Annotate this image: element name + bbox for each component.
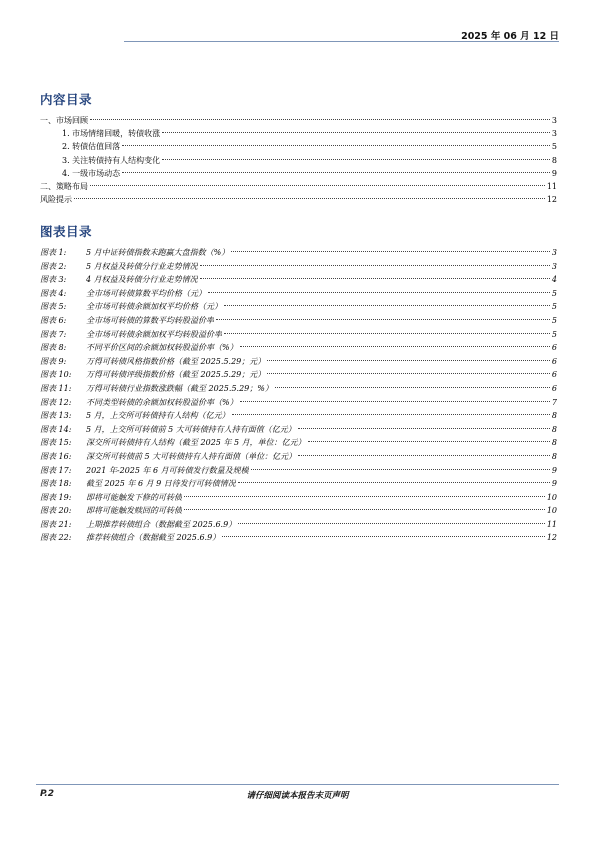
- figure-entry-label: [40, 477, 236, 491]
- figure-entry-label: [40, 396, 238, 410]
- figure-entry[interactable]: [40, 409, 557, 423]
- figure-entry-label: [40, 368, 265, 382]
- figure-entry-label: [40, 464, 249, 478]
- figure-entry-page: 5: [551, 315, 557, 325]
- figure-entry-page: 5: [551, 302, 557, 312]
- figure-entry[interactable]: [40, 368, 557, 382]
- figure-entry[interactable]: [40, 477, 557, 491]
- figure-entry-label: [40, 300, 222, 314]
- figure-number: 图表 12:: [40, 397, 72, 407]
- figure-title: 全市场可转债余额加权平均价格（元）: [86, 302, 222, 312]
- figure-title: 不同类型转债的余额加权转股溢价率（%）: [86, 397, 238, 407]
- figure-title: 即将可能触发赎回的可转债: [86, 506, 182, 516]
- figure-number: 图表 7:: [40, 329, 67, 339]
- figure-entry-label: [40, 246, 229, 260]
- figure-title: 即将可能触发下修的可转债: [86, 492, 182, 502]
- dot-leader: [240, 346, 550, 347]
- figure-number: 图表 4:: [40, 288, 67, 298]
- figure-title: 推荐转债组合（数据截至 2025.6.9）: [86, 533, 221, 543]
- figure-title: 5 月，上交所可转债前 5 大可转债持有人持有面值（亿元）: [86, 424, 296, 434]
- toc-entry-label: 1. 市场情绪回暖，转债收涨: [62, 129, 161, 139]
- figure-title: 深交所可转债前 5 大可转债持有人持有面值（单位：亿元）: [86, 451, 297, 461]
- figure-entry[interactable]: [40, 328, 557, 342]
- dot-leader: [267, 373, 550, 374]
- figure-entry-page: 11: [546, 519, 557, 529]
- figure-entry-page: 10: [546, 506, 557, 516]
- dot-leader: [267, 360, 550, 361]
- figure-entry-label: [40, 273, 198, 287]
- figure-entry[interactable]: [40, 464, 557, 478]
- figure-entry-label: [40, 409, 230, 423]
- figure-entry[interactable]: [40, 436, 557, 450]
- dot-leader: [224, 305, 550, 306]
- figure-number: 图表 11:: [40, 383, 72, 393]
- toc-title: 内容目录: [40, 92, 93, 107]
- toc-entry[interactable]: [40, 180, 557, 193]
- toc-entry-page: 8: [551, 155, 557, 165]
- figure-title: 5 月权益及转债分行业走势情况: [86, 261, 198, 271]
- figure-entry-label: [40, 341, 238, 355]
- toc-entry-page: 12: [546, 195, 557, 205]
- figure-entry[interactable]: [40, 450, 557, 464]
- figure-title: 4 月权益及转债分行业走势情况: [86, 275, 198, 285]
- dot-leader: [162, 132, 550, 133]
- dot-leader: [240, 401, 550, 402]
- figure-entry[interactable]: [40, 491, 557, 505]
- toc-entry[interactable]: [40, 114, 557, 127]
- figure-entry-label: [40, 423, 296, 437]
- figure-entry-page: 6: [551, 343, 557, 353]
- figure-entry-page: 4: [551, 275, 557, 285]
- figure-entry-page: 3: [551, 248, 557, 257]
- figure-entry-label: [40, 382, 273, 396]
- figure-entry-label: [40, 450, 296, 464]
- toc-entry-page: 3: [551, 116, 557, 125]
- figure-entry-page: 9: [551, 465, 557, 475]
- figure-entry-page: 6: [551, 383, 557, 393]
- page-number: P.2: [40, 789, 54, 799]
- figure-number: 图表 22:: [40, 533, 72, 543]
- figure-entry-page: 5: [551, 288, 557, 298]
- figure-number: 图表 1:: [40, 248, 67, 257]
- toc-entry[interactable]: [40, 140, 557, 153]
- dot-leader: [231, 251, 550, 252]
- figure-number: 图表 17:: [40, 465, 72, 475]
- figure-number: 图表 10:: [40, 370, 72, 380]
- figure-number: 图表 8:: [40, 343, 67, 353]
- figure-entry-page: 8: [551, 411, 557, 421]
- figure-title: 2021 年-2025 年 6 月可转债发行数量及规模: [86, 465, 249, 475]
- figure-number: 图表 21:: [40, 519, 72, 529]
- figure-entry[interactable]: [40, 287, 557, 301]
- toc-entry[interactable]: [40, 193, 557, 206]
- toc-entry[interactable]: [40, 154, 557, 167]
- dot-leader: [222, 536, 545, 537]
- figure-entry[interactable]: [40, 246, 557, 260]
- figure-entry-page: 7: [551, 397, 557, 407]
- figure-entry-label: [40, 491, 182, 505]
- figure-title: 万得可转债风格指数价格（截至 2025.5.29；元）: [86, 356, 266, 366]
- figure-number: 图表 15:: [40, 438, 72, 448]
- figure-number: 图表 14:: [40, 424, 72, 434]
- figure-number: 图表 3:: [40, 275, 67, 285]
- figure-title: 不同平价区间的余额加权转股溢价率（%）: [86, 343, 238, 353]
- toc-entry-label: 二、策略布局: [40, 181, 88, 191]
- toc-entry-label: 风险提示: [40, 195, 72, 205]
- figure-entry-page: 8: [551, 424, 557, 434]
- toc-entry[interactable]: [40, 167, 557, 180]
- figure-entry-label: [40, 314, 214, 328]
- figure-number: 图表 13:: [40, 411, 72, 421]
- toc-entry-page: 3: [551, 129, 557, 139]
- toc-list: [40, 114, 557, 206]
- dot-leader: [275, 387, 550, 388]
- figure-entry[interactable]: [40, 260, 557, 274]
- figure-title: 万得可转债评级指数价格（截至 2025.5.29；元）: [86, 370, 266, 380]
- figure-number: 图表 9:: [40, 356, 67, 366]
- dot-leader: [122, 172, 550, 173]
- figure-entry-page: 6: [551, 370, 557, 380]
- figure-entry-label: [40, 355, 265, 369]
- figure-entry-page: 12: [546, 533, 557, 543]
- toc-entry-page: 11: [546, 181, 557, 191]
- dot-leader: [74, 198, 545, 199]
- figure-title: 全市场可转债余额加权平均转股溢价率: [86, 329, 222, 339]
- toc-entry-page: 5: [551, 142, 557, 152]
- figure-entry[interactable]: [40, 341, 557, 355]
- dot-leader: [200, 278, 550, 279]
- figure-number: 图表 20:: [40, 506, 72, 516]
- figure-entry[interactable]: [40, 518, 557, 532]
- figure-entry-label: [40, 287, 206, 301]
- figure-title: 全市场可转债的算数平均转股溢价率: [86, 315, 214, 325]
- figure-entry[interactable]: [40, 314, 557, 328]
- dot-leader: [90, 119, 550, 120]
- figure-entry-label: [40, 328, 222, 342]
- figure-title: 5 月中证转债指数未跑赢大盘指数（%）: [86, 248, 230, 257]
- figure-entry[interactable]: [40, 423, 557, 437]
- dot-leader: [200, 265, 550, 266]
- figure-entry-label: [40, 436, 306, 450]
- dot-leader: [184, 509, 545, 510]
- dot-leader: [232, 414, 550, 415]
- figure-entry-page: 6: [551, 356, 557, 366]
- figure-number: 图表 18:: [40, 479, 72, 489]
- figure-entry-label: [40, 260, 198, 274]
- figure-title: 截至 2025 年 6 月 9 日待发行可转债情况: [86, 479, 236, 489]
- dot-leader: [216, 319, 550, 320]
- figure-number: 图表 16:: [40, 451, 72, 461]
- figure-entry-page: 8: [551, 438, 557, 448]
- figure-title: 5 月，上交所可转债持有人结构（亿元）: [86, 411, 230, 421]
- figures-title: 图表目录: [40, 224, 93, 239]
- figure-list: [40, 246, 557, 545]
- figure-title: 万得可转债行业指数涨跌幅（截至 2025.5.29；%）: [86, 383, 273, 393]
- figure-entry-page: 10: [546, 492, 557, 502]
- figure-entry[interactable]: [40, 382, 557, 396]
- figure-entry[interactable]: [40, 396, 557, 410]
- dot-leader: [224, 333, 550, 334]
- figure-entry-page: 8: [551, 451, 557, 461]
- figure-entry[interactable]: [40, 504, 557, 518]
- toc-entry-label: 3. 关注转债持有人结构变化: [62, 155, 161, 165]
- dot-leader: [208, 292, 550, 293]
- toc-entry-label: 一、市场回顾: [40, 116, 88, 125]
- dot-leader: [184, 496, 545, 497]
- figure-number: 图表 5:: [40, 302, 67, 312]
- figure-entry-page: 5: [551, 329, 557, 339]
- figure-entry-label: [40, 531, 220, 545]
- figure-title: 深交所可转债持有人结构（截至 2025 年 5 月，单位：亿元）: [86, 438, 306, 448]
- header-divider: [124, 41, 559, 42]
- dot-leader: [122, 145, 550, 146]
- figure-number: 图表 19:: [40, 492, 72, 502]
- figure-entry-label: [40, 504, 182, 518]
- toc-entry-label: 2. 转债估值回落: [62, 142, 121, 152]
- figure-title: 上期推荐转债组合（数据截至 2025.6.9）: [86, 519, 237, 529]
- dot-leader: [238, 523, 545, 524]
- figure-entry-label: [40, 518, 236, 532]
- dot-leader: [238, 482, 550, 483]
- dot-leader: [298, 455, 550, 456]
- toc-entry[interactable]: [40, 127, 557, 140]
- figure-entry[interactable]: [40, 300, 557, 314]
- figure-entry-page: 9: [551, 479, 557, 489]
- report-date: 2025 年 06 月 12 日: [461, 31, 559, 42]
- toc-entry-label: 4. 一级市场动态: [62, 168, 121, 178]
- toc-entry-page: 9: [551, 168, 557, 178]
- figure-number: 图表 6:: [40, 315, 67, 325]
- dot-leader: [90, 185, 545, 186]
- figure-title: 全市场可转债算数平均价格（元）: [86, 288, 206, 298]
- figure-entry[interactable]: [40, 355, 557, 369]
- dot-leader: [251, 469, 550, 470]
- figure-number: 图表 2:: [40, 261, 67, 271]
- figure-entry[interactable]: [40, 273, 557, 287]
- dot-leader: [298, 428, 550, 429]
- footer-divider: [36, 784, 559, 785]
- figure-entry[interactable]: [40, 531, 557, 545]
- disclaimer-note: 请仔细阅读本报告末页声明: [246, 791, 349, 801]
- dot-leader: [162, 159, 550, 160]
- figure-entry-page: 3: [551, 261, 557, 271]
- dot-leader: [308, 441, 550, 442]
